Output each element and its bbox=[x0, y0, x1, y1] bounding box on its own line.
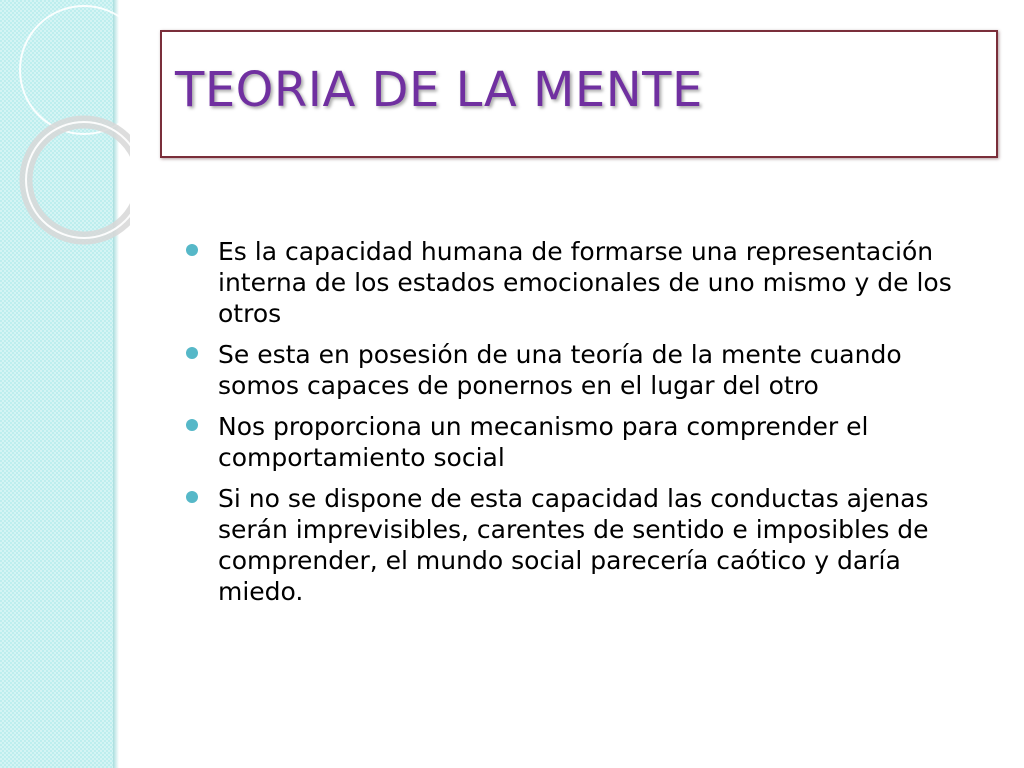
list-item bbox=[186, 339, 986, 401]
bullet-text: Nos proporciona un mecanismo para comprender el comportamiento social bbox=[218, 412, 869, 472]
rings-decoration-icon bbox=[0, 0, 130, 260]
bullet-icon bbox=[186, 244, 198, 256]
inner-ring bbox=[26, 122, 130, 238]
bullet-text: Se esta en posesión de una teoría de la mente cuando somos capaces de ponernos en el lugar del otro bbox=[218, 340, 902, 400]
bullet-icon bbox=[186, 347, 198, 359]
list-item bbox=[186, 236, 986, 329]
list-item bbox=[186, 411, 986, 473]
list-item bbox=[186, 483, 986, 607]
slide-title: TEORIA DE LA MENTE bbox=[175, 62, 703, 118]
bullet-list bbox=[186, 236, 986, 617]
bullet-text: Es la capacidad humana de formarse una representación interna de los estados emocionales de uno mismo y de los otros bbox=[218, 237, 952, 328]
outer-ring bbox=[20, 6, 130, 134]
bullet-icon bbox=[186, 491, 198, 503]
title-box bbox=[160, 30, 998, 158]
bullet-icon bbox=[186, 419, 198, 431]
bullet-text: Si no se dispone de esta capacidad las conductas ajenas serán imprevisibles, carentes de sentido e imposibles de comprender, el mundo social parecería caótico y daría miedo. bbox=[218, 484, 929, 606]
